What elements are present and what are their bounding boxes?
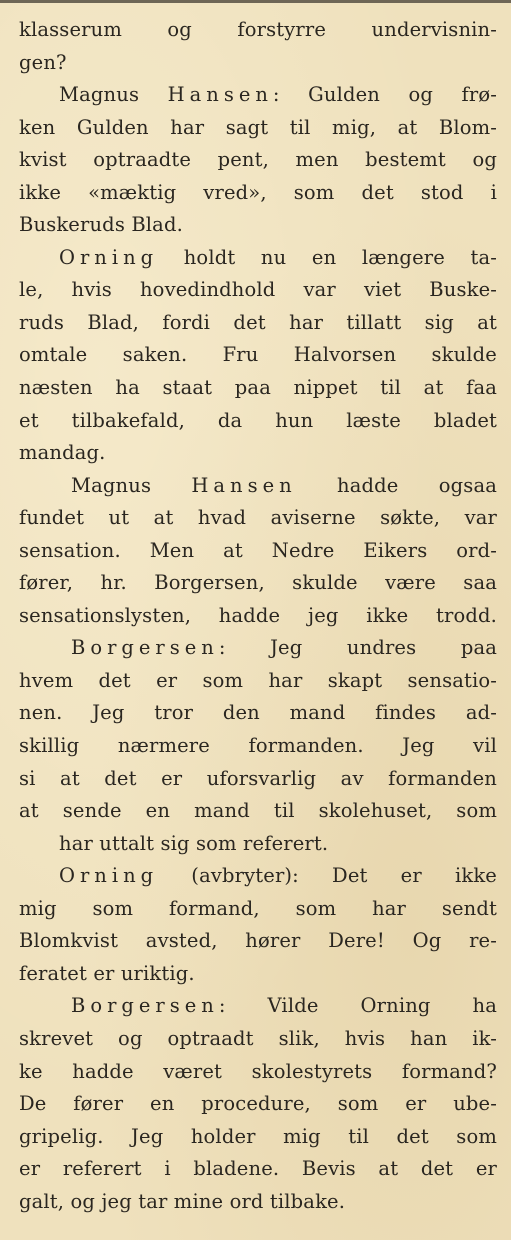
text-line: mandag. xyxy=(19,441,106,465)
text-line: skrevet og optraadt slik, hvis han ik- xyxy=(19,1026,497,1050)
text-fragment: : Vilde Orning ha xyxy=(218,994,497,1018)
paragraph-start xyxy=(19,990,497,1023)
text-fragment: holdt nu en længere ta- xyxy=(158,245,497,269)
paragraph-start xyxy=(19,242,497,275)
text-line: Blomkvist avsted, hører Dere! Og re- xyxy=(19,929,497,953)
text-line: omtale saken. Fru Halvorsen skulde xyxy=(19,343,497,367)
text-line: er referert i bladene. Bevis at det er xyxy=(19,1157,497,1181)
text-line: ken Gulden har sagt til mig, at Blom- xyxy=(19,115,497,139)
text-line: si at det er uforsvarlig av formanden xyxy=(19,766,497,790)
speaker-first-name: Magnus xyxy=(71,473,152,497)
text-line: sensation. Men at Nedre Eikers ord- xyxy=(19,538,497,562)
paragraph-start xyxy=(19,860,497,893)
text-line: mig som formand, som har sendt xyxy=(19,896,497,920)
speaker-first-name: Magnus xyxy=(59,83,140,107)
top-rule xyxy=(0,0,511,3)
speaker-name-spaced: Borgersen xyxy=(71,636,219,660)
paragraph-start xyxy=(19,632,497,665)
text-line: fundet ut at hvad aviserne søkte, var xyxy=(19,506,497,530)
text-line: ikke «mæktig vred», som det stod i xyxy=(19,180,497,204)
text-fragment: hadde ogsaa xyxy=(296,473,497,497)
text-line: Buskeruds Blad. xyxy=(19,213,183,237)
speaker-name-spaced: Orning xyxy=(59,245,159,269)
paragraph-start xyxy=(19,470,497,503)
paragraph-start xyxy=(19,79,497,112)
text-line: le, hvis hovedindhold var viet Buske- xyxy=(19,278,497,302)
text-line: næsten ha staat paa nippet til at faa xyxy=(19,376,497,400)
text-line: feratet er uriktig. xyxy=(19,961,195,985)
text-line: gripelig. Jeg holder mig til det som xyxy=(19,1124,497,1148)
text-line: ruds Blad, fordi det har tillatt sig at xyxy=(19,310,497,334)
text-line: De fører en procedure, som er ube- xyxy=(19,1092,497,1116)
text-line: et tilbakefald, da hun læste bladet xyxy=(19,408,497,432)
speaker-name-spaced: Hansen xyxy=(191,473,297,497)
text-line: kvist optraadte pent, men bestemt og xyxy=(19,148,497,172)
text-fragment: : Jeg undres paa xyxy=(218,636,497,660)
text-fragment: (avbryter): Det er ikke xyxy=(158,864,497,888)
text-line: at sende en mand til skolehuset, som xyxy=(19,799,497,823)
text-line: hvem det er som har skapt sensatio- xyxy=(19,668,497,692)
speaker-name-spaced: Hansen xyxy=(167,83,273,107)
text-line: nen. Jeg tror den mand findes ad- xyxy=(19,701,497,725)
text-line: galt, og jeg tar mine ord tilbake. xyxy=(19,1189,346,1213)
text-line: gen? xyxy=(19,50,67,74)
text-line: fører, hr. Borgersen, skulde være saa xyxy=(19,571,497,595)
article-column xyxy=(19,14,497,1218)
speaker-name-spaced: Orning xyxy=(59,864,159,888)
text-line: klasserum og forstyrre undervisnin- xyxy=(19,18,497,41)
text-line: ke hadde været skolestyrets formand? xyxy=(19,1059,497,1083)
text-line: sensationslysten, hadde jeg ikke trodd. xyxy=(19,603,497,627)
text-line: skillig nærmere formanden. Jeg vil xyxy=(19,734,497,758)
speaker-name-spaced: Borgersen xyxy=(71,994,219,1018)
text-fragment: : Gulden og frø- xyxy=(272,83,497,107)
text-line: har uttalt sig som referert. xyxy=(59,831,329,855)
